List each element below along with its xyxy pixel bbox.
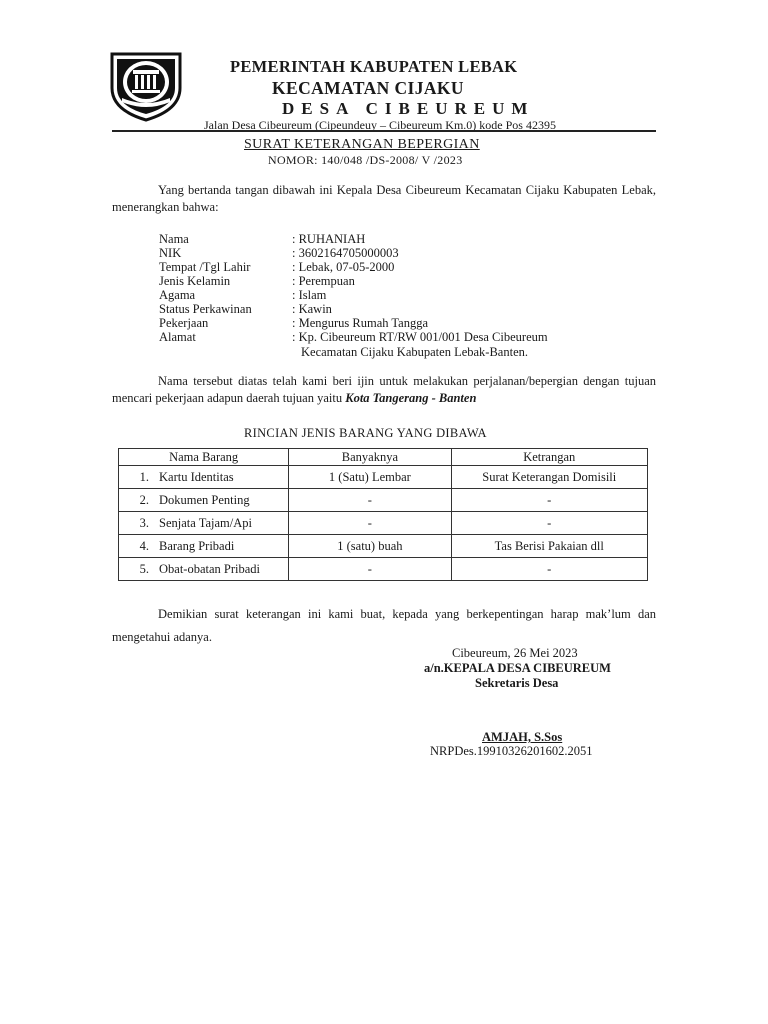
row-number: 4.	[139, 538, 149, 553]
field-label-ttl: Tempat /Tgl Lahir	[159, 260, 251, 274]
row-number: 2.	[139, 492, 149, 507]
letter-number: NOMOR: 140/048 /DS-2008/ V /2023	[268, 153, 463, 167]
kop-address: Jalan Desa Cibeureum (Cipeundeuy – Cibeureum Km.0) kode Pos 42395	[204, 118, 556, 132]
row-qty: -	[289, 512, 451, 535]
table-row	[119, 512, 648, 535]
field-value-address-line2: Kecamatan Cijaku Kabupaten Lebak-Banten.	[301, 345, 528, 359]
row-qty: -	[289, 489, 451, 512]
kop-village: DESA CIBEUREUM	[282, 99, 535, 118]
field-label-address: Alamat	[159, 330, 196, 344]
row-name: Dokumen Penting	[159, 492, 250, 507]
field-value-ttl: : Lebak, 07-05-2000	[292, 260, 395, 274]
row-note: Surat Keterangan Domisili	[451, 466, 648, 489]
row-note: -	[451, 512, 648, 535]
field-value-gender: : Perempuan	[292, 274, 355, 288]
kop-district: KECAMATAN CIJAKU	[272, 78, 464, 98]
row-number: 3.	[139, 515, 149, 530]
row-name: Senjata Tajam/Api	[159, 515, 252, 530]
row-qty: -	[289, 558, 451, 581]
field-label-job: Pekerjaan	[159, 316, 209, 330]
letter-title: SURAT KETERANGAN BEPERGIAN	[244, 137, 480, 152]
row-name: Barang Pribadi	[159, 538, 235, 553]
signatory-id: NRPDes.19910326201602.2051	[430, 744, 593, 758]
intro-paragraph: Yang bertanda tangan dibawah ini Kepala Desa Cibeureum Kecamatan Cijaku Kabupaten Lebak, menerangkan bahwa:	[112, 183, 656, 214]
table-header-note: Ketrangan	[451, 449, 648, 466]
table-header-name: Nama Barang	[119, 449, 289, 466]
signatory-name: AMJAH, S.Sos	[482, 730, 563, 744]
field-value-nik: : 3602164705000003	[292, 246, 399, 260]
field-value-marital: : Kawin	[292, 302, 332, 316]
table-header-qty: Banyaknya	[289, 449, 451, 466]
row-note: -	[451, 558, 648, 581]
row-note: Tas Berisi Pakaian dll	[451, 535, 648, 558]
field-value-religion: : Islam	[292, 288, 327, 302]
field-label-nik: NIK	[159, 246, 182, 260]
row-name: Obat-obatan Pribadi	[159, 561, 261, 576]
field-label-nama: Nama	[159, 232, 189, 246]
place-date: Cibeureum, 26 Mei 2023	[452, 646, 578, 660]
field-label-religion: Agama	[159, 288, 196, 302]
body-paragraph	[112, 373, 656, 407]
kop-government: PEMERINTAH KABUPATEN LEBAK	[230, 57, 518, 76]
table-row	[119, 558, 648, 581]
field-label-gender: Jenis Kelamin	[159, 274, 231, 288]
signatory-role: a/n.KEPALA DESA CIBEUREUM	[424, 661, 611, 675]
table-caption: RINCIAN JENIS BARANG YANG DIBAWA	[244, 426, 487, 440]
row-number: 5.	[139, 561, 149, 576]
regency-emblem	[108, 48, 184, 122]
table-row	[119, 466, 648, 489]
kop-divider	[112, 130, 656, 132]
field-value-nama: : RUHANIAH	[292, 232, 366, 246]
row-qty: 1 (satu) buah	[289, 535, 451, 558]
items-table	[118, 448, 648, 581]
row-number: 1.	[139, 469, 149, 484]
row-name: Kartu Identitas	[159, 469, 234, 484]
row-qty: 1 (Satu) Lembar	[289, 466, 451, 489]
field-value-job: : Mengurus Rumah Tangga	[292, 316, 429, 330]
body-text: Nama tersebut diatas telah kami beri ijin untuk melakukan perjalanan/bepergian dengan tujuan mencari pekerjaan adapun daerah tujuan yaitu	[112, 374, 656, 405]
table-row	[119, 535, 648, 558]
field-label-marital: Status Perkawinan	[159, 302, 252, 316]
destination: Kota Tangerang - Banten	[345, 391, 477, 405]
row-note: -	[451, 489, 648, 512]
signatory-position: Sekretaris Desa	[475, 676, 559, 690]
table-header-row	[119, 449, 648, 466]
closing-paragraph: Demikian surat keterangan ini kami buat, kepada yang berkepentingan harap mak’lum dan mengetahui adanya.	[112, 607, 656, 644]
table-row	[119, 489, 648, 512]
field-value-address: : Kp. Cibeureum RT/RW 001/001 Desa Cibeureum	[292, 330, 548, 344]
